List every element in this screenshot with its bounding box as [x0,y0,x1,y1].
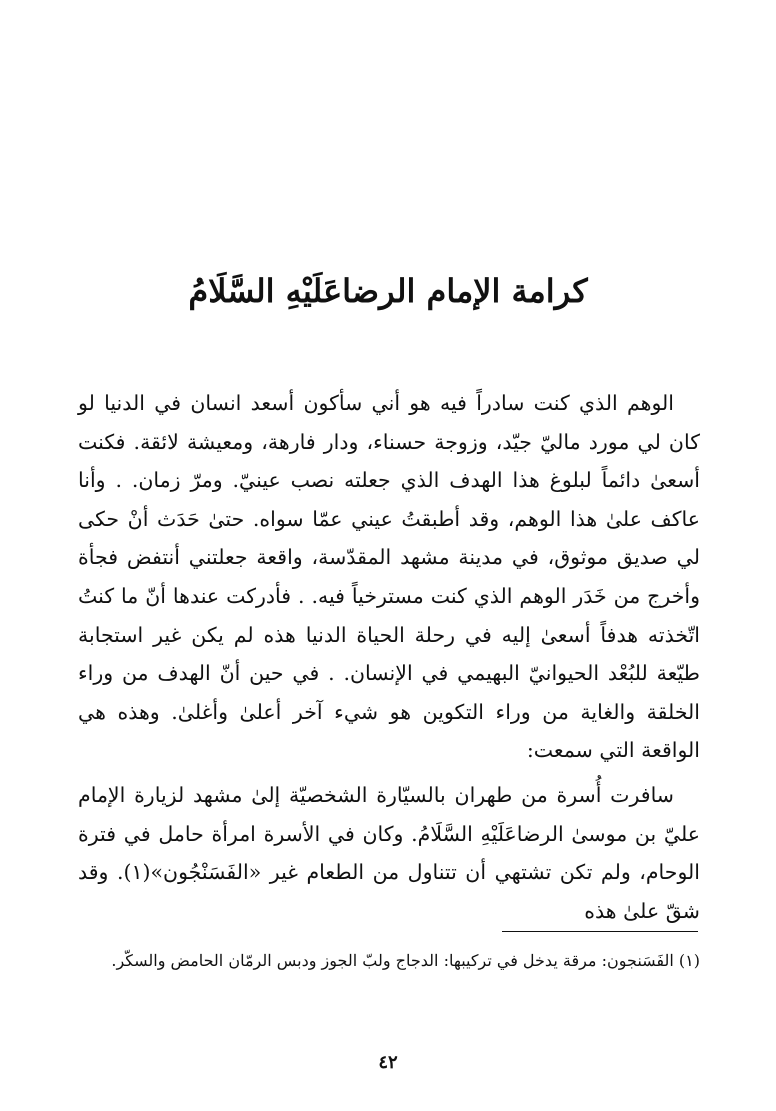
footnote-separator [502,931,698,932]
page-number: ٤٢ [378,1052,398,1073]
chapter-title: كرامة الإمام الرضاعَلَيْهِ السَّلَامُ [188,272,588,310]
footnote: (١) الفَسَنجون: مرقة يدخل في تركيبها: الدجاج ولبّ الجوز ودبس الرمّان الحامض والسكّر. [111,951,700,970]
paragraph-1: الوهم الذي كنت سادراً فيه هو أني سأكون أسعد انسان في الدنيا لو كان لي مورد ماليّ جيّد، وزوجة حسناء، ودار فارهة، ومعيشة لائقة. فكنت أسعىٰ دائماً لبلوغ هذا الهدف الذي جعلته نصب عينيّ. ومرّ زمان. . وأنا عاكف علىٰ هذا الوهم، وقد أطبقتُ عيني عمّا سواه. حتىٰ حَدَث أنْ حكى لي صديق موثوق، في مدينة مشهد المقدّسة، واقعة جعلتني أنتفض فجأة وأخرج من خَدَر الوهم الذي كنت مسترخياً فيه. . فأدركت عندها أنّ ما كنتُ اتّخذته هدفاً أسعىٰ إليه في رحلة الحياة الدنيا هذه لم يكن غير استجابة طيّعة للبُعْد الحيوانيّ البهيمي في الإنسان. . في حين أنّ الهدف من وراء الخلقة والغاية من وراء التكوين هو شيء آخر أعلىٰ وأغلىٰ. وهذه هي الواقعة التي سمعت: [78,391,700,763]
main-text [78,384,700,930]
paragraph-2: سافرت أُسرة من طهران بالسيّارة الشخصيّة إلىٰ مشهد لزيارة الإمام عليّ بن موسىٰ الرضاعَلَيْهِ السَّلَامُ. وكان في الأسرة امرأة حامل في فترة الوحام، ولم تكن تشتهي أن تتناول من الطعام غير «الفَسَنْجُون»(١). وقد شقّ علىٰ هذه [78,782,700,923]
